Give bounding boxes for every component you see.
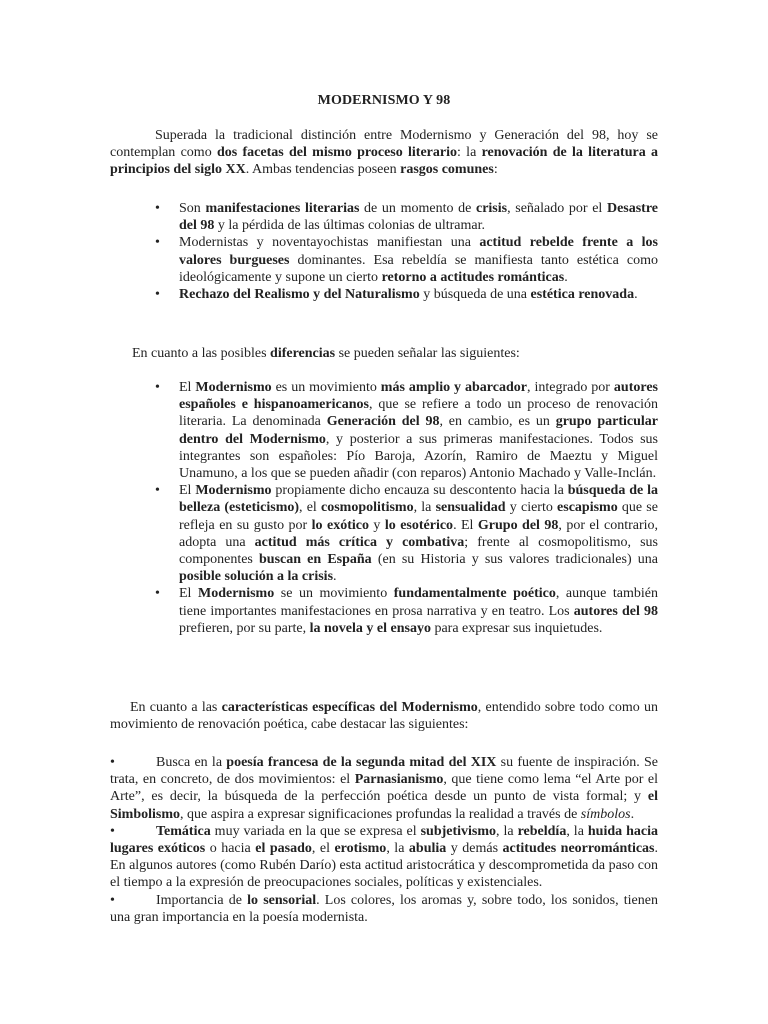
bold-text: lo esotérico bbox=[384, 517, 454, 533]
bold-text: lo sensorial bbox=[247, 892, 317, 908]
text-run: , la bbox=[496, 823, 518, 839]
text-run: El bbox=[179, 586, 198, 602]
text-run: , entendido sobre todo como un movimiento de renovación poética, cabe destacar las siguientes: bbox=[110, 700, 658, 733]
bullet-icon: • bbox=[155, 380, 160, 395]
bullet-icon: • bbox=[155, 235, 160, 251]
features-intro bbox=[110, 699, 658, 733]
text-run: ; frente al cosmopolitismo, sus componentes bbox=[179, 534, 659, 568]
bold-text: Temática bbox=[156, 823, 211, 839]
text-run: de un momento de bbox=[359, 201, 476, 216]
bold-text: Grupo del 98 bbox=[477, 517, 559, 533]
bold-text: retorno a actitudes románticas bbox=[381, 269, 565, 285]
bold-text: búsqueda de la belleza (esteticismo) bbox=[179, 483, 658, 516]
text-run: , el bbox=[311, 841, 335, 857]
bold-text: rebeldía bbox=[517, 823, 567, 839]
text-run: . bbox=[333, 569, 337, 585]
bold-text: grupo particular dentro del Modernismo bbox=[179, 414, 658, 447]
text-run: muy variada en la que se expresa el bbox=[210, 823, 421, 839]
list-item bbox=[155, 482, 658, 585]
bullet-icon: • bbox=[155, 201, 160, 216]
text-run: , señalado por el bbox=[507, 201, 607, 216]
bold-text: Parnasianismo bbox=[354, 772, 444, 788]
bullet-icon: • bbox=[155, 287, 160, 303]
bullet-icon: • bbox=[155, 586, 160, 602]
text-run: . Ambas tendencias poseen bbox=[245, 162, 401, 178]
text-run: . bbox=[630, 806, 635, 822]
text-run: , que se refiere a todo un proceso de renovación literaria. La denominada bbox=[179, 397, 658, 430]
bold-text: crisis bbox=[475, 201, 508, 216]
text-run: para expresar sus inquietudes. bbox=[430, 620, 603, 636]
bold-text: el Simbolismo bbox=[110, 789, 658, 822]
text-run: El bbox=[179, 380, 196, 395]
bullet-icon: • bbox=[155, 483, 160, 499]
bold-text: lo exótico bbox=[311, 517, 369, 533]
text-run: se un movimiento bbox=[274, 586, 394, 602]
text-run: Superada la tradicional distinción entre Modernismo y Generación del 98, hoy se contemplan como bbox=[110, 128, 658, 161]
italic-text: símbolos bbox=[580, 806, 631, 822]
text-run: . En algunos autores (como Rubén Darío) esta actitud aristocrática y descomprometida da paso con el tiempo a la expresión de preocupaciones sociales, políticas y existenciales. bbox=[110, 841, 659, 891]
bold-text: erotismo bbox=[334, 841, 387, 857]
bullet-icon: • bbox=[110, 892, 115, 908]
bold-text: rasgos comunes bbox=[400, 162, 494, 178]
list-item bbox=[110, 754, 658, 823]
bold-text: diferencias bbox=[270, 346, 336, 361]
text-run: , la bbox=[386, 841, 409, 857]
bold-text: buscan en España bbox=[259, 552, 372, 568]
bold-text: abulia bbox=[408, 841, 447, 857]
bold-text: Modernismo bbox=[198, 586, 275, 602]
bold-text: renovación de la literatura a principios del siglo XX bbox=[110, 145, 658, 178]
bold-text: la novela y el ensayo bbox=[309, 620, 431, 636]
bold-text: subjetivismo bbox=[420, 823, 497, 839]
intro-paragraph bbox=[110, 127, 658, 179]
text-run: prefieren, por su parte, bbox=[179, 620, 310, 636]
bold-text: Desastre del 98 bbox=[179, 201, 659, 234]
bold-text: Modernismo bbox=[195, 483, 272, 499]
bold-text: características específicas del Modernismo bbox=[221, 700, 478, 715]
text-run: , por el contrario, adopta una bbox=[179, 517, 659, 550]
text-run: y búsqueda de una bbox=[419, 287, 531, 303]
text-run: El bbox=[179, 483, 196, 499]
list-item bbox=[155, 585, 658, 637]
bold-text: dos facetas del mismo proceso literario bbox=[216, 145, 457, 161]
text-run: Son bbox=[179, 201, 206, 216]
text-run: , y posterior a sus primeras manifestaciones. Todos sus integrantes son españoles: Pío Baroja, Azorín, Ramiro de Maeztu y Miguel Unamuno, a los que se pueden añadir (con reparos) Antonio Machado y Valle-Inclán. bbox=[179, 431, 658, 482]
bold-text: actitud más crítica y combativa bbox=[254, 534, 465, 550]
common-traits-list bbox=[155, 200, 658, 303]
page-title: MODERNISMO Y 98 bbox=[317, 93, 451, 108]
text-run: , la bbox=[413, 500, 436, 516]
text-run: propiamente dicho encauza su descontento hacia la bbox=[271, 483, 568, 499]
text-run: Importancia de bbox=[156, 892, 248, 908]
bold-text: actitud rebelde frente a los valores burgueses bbox=[179, 235, 658, 268]
text-run: , que tiene como lema “el Arte por el Arte”, es decir, la búsqueda de la perfección poética desde un punto de vista formal; y bbox=[110, 772, 658, 805]
bold-text: actitudes neorrománticas bbox=[502, 841, 655, 857]
bold-text: autores españoles e hispanoamericanos bbox=[179, 380, 658, 413]
text-run: Modernistas y noventayochistas manifiestan una bbox=[179, 235, 480, 251]
list-item bbox=[155, 379, 658, 482]
bold-text: Modernismo bbox=[195, 380, 272, 395]
text-run: , en cambio, es un bbox=[439, 414, 556, 430]
list-item bbox=[155, 234, 658, 286]
text-run: . El bbox=[453, 517, 478, 533]
bold-text: estética renovada bbox=[530, 287, 635, 303]
bold-text: más amplio y abarcador bbox=[380, 380, 527, 395]
text-run: , que aspira a expresar significaciones profundas la realidad a través de bbox=[180, 806, 581, 822]
bold-text: manifestaciones literarias bbox=[205, 201, 360, 216]
text-run: se pueden señalar las siguientes: bbox=[335, 346, 520, 361]
text-run: que se refleja en su gusto por bbox=[179, 500, 658, 533]
features-list bbox=[110, 754, 658, 926]
text-run: , aunque también tiene importantes manifestaciones en prosa narrativa y en teatro. Los bbox=[179, 586, 658, 619]
bold-text: posible solución a la crisis bbox=[179, 569, 334, 585]
bold-text: cosmopolitismo bbox=[321, 500, 414, 516]
bold-text: el pasado bbox=[255, 841, 312, 857]
text-run: : bbox=[493, 162, 498, 178]
text-run: En cuanto a las posibles bbox=[132, 346, 271, 361]
text-run: , la bbox=[566, 823, 588, 839]
bold-text: huida hacia lugares exóticos bbox=[110, 823, 658, 857]
text-run: Busca en la bbox=[156, 755, 227, 770]
list-item bbox=[110, 823, 658, 892]
text-run: o hacia bbox=[205, 841, 256, 857]
text-run: En cuanto a las bbox=[130, 700, 222, 715]
text-run: , el bbox=[299, 500, 322, 516]
text-run: , integrado por bbox=[526, 380, 614, 395]
text-run: es un movimiento bbox=[271, 380, 381, 395]
text-run: y demás bbox=[446, 841, 503, 857]
text-run: (en su Historia y sus valores tradicionales) una bbox=[371, 552, 658, 568]
text-run: dominantes. Esa rebeldía se manifiesta tanto estética como ideológicamente y supone un cierto bbox=[179, 252, 658, 285]
bold-text: autores del 98 bbox=[573, 603, 658, 619]
text-run: y cierto bbox=[505, 500, 558, 516]
text-run: . Los colores, los aromas y, sobre todo, los sonidos, tienen una gran importancia en la poesía modernista. bbox=[110, 892, 658, 925]
text-run: . bbox=[564, 269, 568, 285]
differences-intro bbox=[110, 345, 658, 362]
bold-text: sensualidad bbox=[435, 500, 506, 516]
bold-text: Generación del 98 bbox=[326, 414, 440, 430]
text-run: . bbox=[634, 287, 638, 303]
bullet-icon: • bbox=[110, 755, 115, 770]
text-run: y bbox=[368, 517, 385, 533]
list-item bbox=[155, 200, 658, 234]
text-run: su fuente de inspiración. Se trata, en concreto, de dos movimientos: el bbox=[110, 755, 658, 788]
differences-list bbox=[155, 379, 658, 637]
list-item bbox=[155, 286, 658, 303]
bold-text: Rechazo del Realismo y del Naturalismo bbox=[179, 287, 420, 303]
bullet-icon: • bbox=[110, 823, 115, 839]
bold-text: escapismo bbox=[557, 500, 618, 516]
list-item bbox=[110, 892, 658, 926]
text-run: y la pérdida de las últimas colonias de ultramar. bbox=[214, 218, 485, 234]
bold-text: poesía francesa de la segunda mitad del XIX bbox=[226, 755, 497, 770]
bold-text: fundamentalmente poético bbox=[393, 586, 556, 602]
text-run: : la bbox=[457, 145, 482, 161]
